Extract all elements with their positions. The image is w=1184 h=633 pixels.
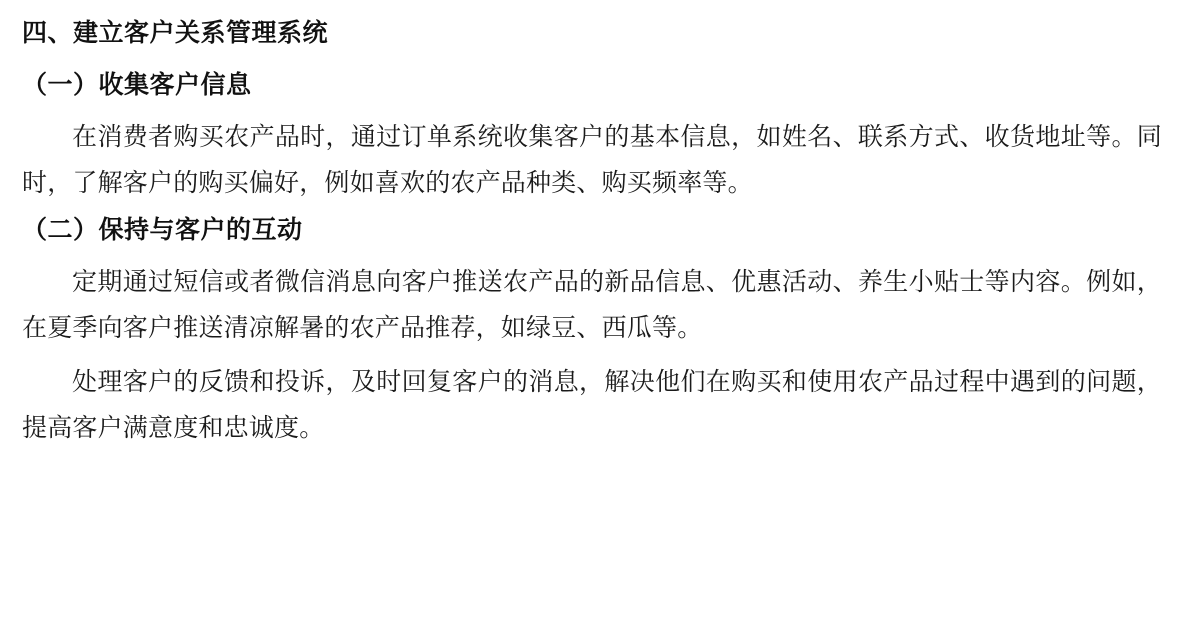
- section-heading-2: （二）保持与客户的互动: [22, 215, 303, 244]
- section-2-paragraph-1: 定期通过短信或者微信消息向客户推送农产品的新品信息、优惠活动、养生小贴士等内容。例如，在夏季向客户推送清凉解暑的农产品推荐，如绿豆、西瓜等。: [22, 267, 1162, 342]
- section-2-paragraph-2: 处理客户的反馈和投诉，及时回复客户的消息，解决他们在购买和使用农产品过程中遇到的问题，提高客户满意度和忠诚度。: [22, 368, 1162, 443]
- page-title: 四、建立客户关系管理系统: [22, 19, 329, 47]
- section-1-paragraph-1: 在消费者购买农产品时，通过订单系统收集客户的基本信息，如姓名、联系方式、收货地址等。同时，了解客户的购买偏好，例如喜欢的农产品种类、购买频率等。: [22, 123, 1162, 198]
- section-heading-1: （一）收集客户信息: [22, 71, 252, 99]
